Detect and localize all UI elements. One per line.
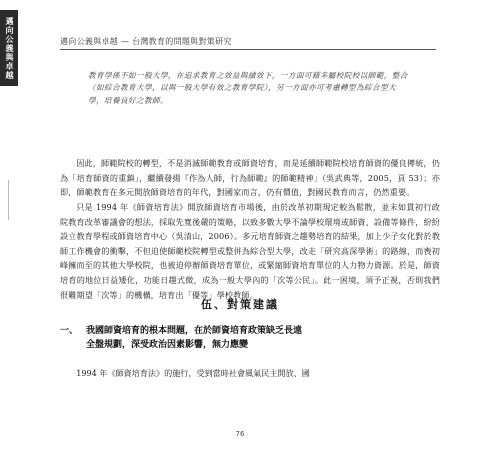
side-margin-mark — [8, 180, 9, 220]
running-header: 邁向公義與卓越 — 台灣教育的問題與對策研究 — [60, 37, 232, 46]
subheading-line-2: 全盤規劃，深受政治因素影響，無力應變 — [86, 340, 249, 350]
header-rule — [60, 49, 436, 50]
page-number: 76 — [235, 430, 245, 438]
body-paragraph-3: 1994 年《師資培育法》的施行，受到當時社會風氣民主開放、國 — [76, 368, 310, 378]
subheading-line-1: 我國師資培育的根本問題，在於師資培育政策缺乏長遠 — [86, 326, 303, 336]
side-chapter-tab — [0, 10, 18, 86]
subheading — [60, 324, 440, 352]
side-tab-label: 邁向公義與卓越 — [5, 16, 14, 80]
paragraph-text: 只是 1994 年《師資培育法》開放師資培育市場後，由於改革初期規定較為鬆散，並未如貫初行政院教育改革審議會的想法，採取先寬後嚴的策略，以致多數大學不論學校環境或師資、設備等條件，紛紛設立教育學程或師資培育中心（吳清山，2006）。多元培育師資之趨勢培育的結果，加上少子女化對於教師工作機會的衝擊，不但迫使師範校院轉型或整併為綜合型大學，改走「研究高深學術」的路線，而喪初峰擁而至的其他大學校院，也被迫停辦師資培育單位，或緊縮師資培育單位的人力物力資源。於是，師資培育的地位日益矮化，功能日趨式微，成為一般大學內的「次等公民」。此一困境，須予正視，否則我們很難期望「次等」的機構，培育出「優等」學校教師。 — [60, 202, 440, 300]
section-title: 伍、對策建議 — [201, 298, 279, 311]
subheading-number: 一、 — [60, 326, 79, 336]
block-quote: 教育學係不如一般大學，在追求教育之效益與績效下，一方面可藉多屬校院校以師範，整合（如綜合教育大學，以與一般大學有效之教育學院），另一方面亦可考慮轉型為綜合型大學，培養良好之教師。 — [88, 71, 408, 105]
body-paragraph-2 — [60, 200, 440, 302]
paragraph-text: 因此，師範院校的轉型，不是消滅師範教育或師資培育，而是延續師範院校培育師資的優良傳統，仍為「培育師資的重鎮」，繼續發揚『作為人師，行為師範』的師範精神」（吳武典等，2005，頁 53）；亦即，師範教育在多元開放師資培育的年代，對國家而言，仍有價值，對國民教育而言，仍然重要。 — [60, 158, 440, 198]
body-paragraph-1 — [60, 156, 440, 200]
